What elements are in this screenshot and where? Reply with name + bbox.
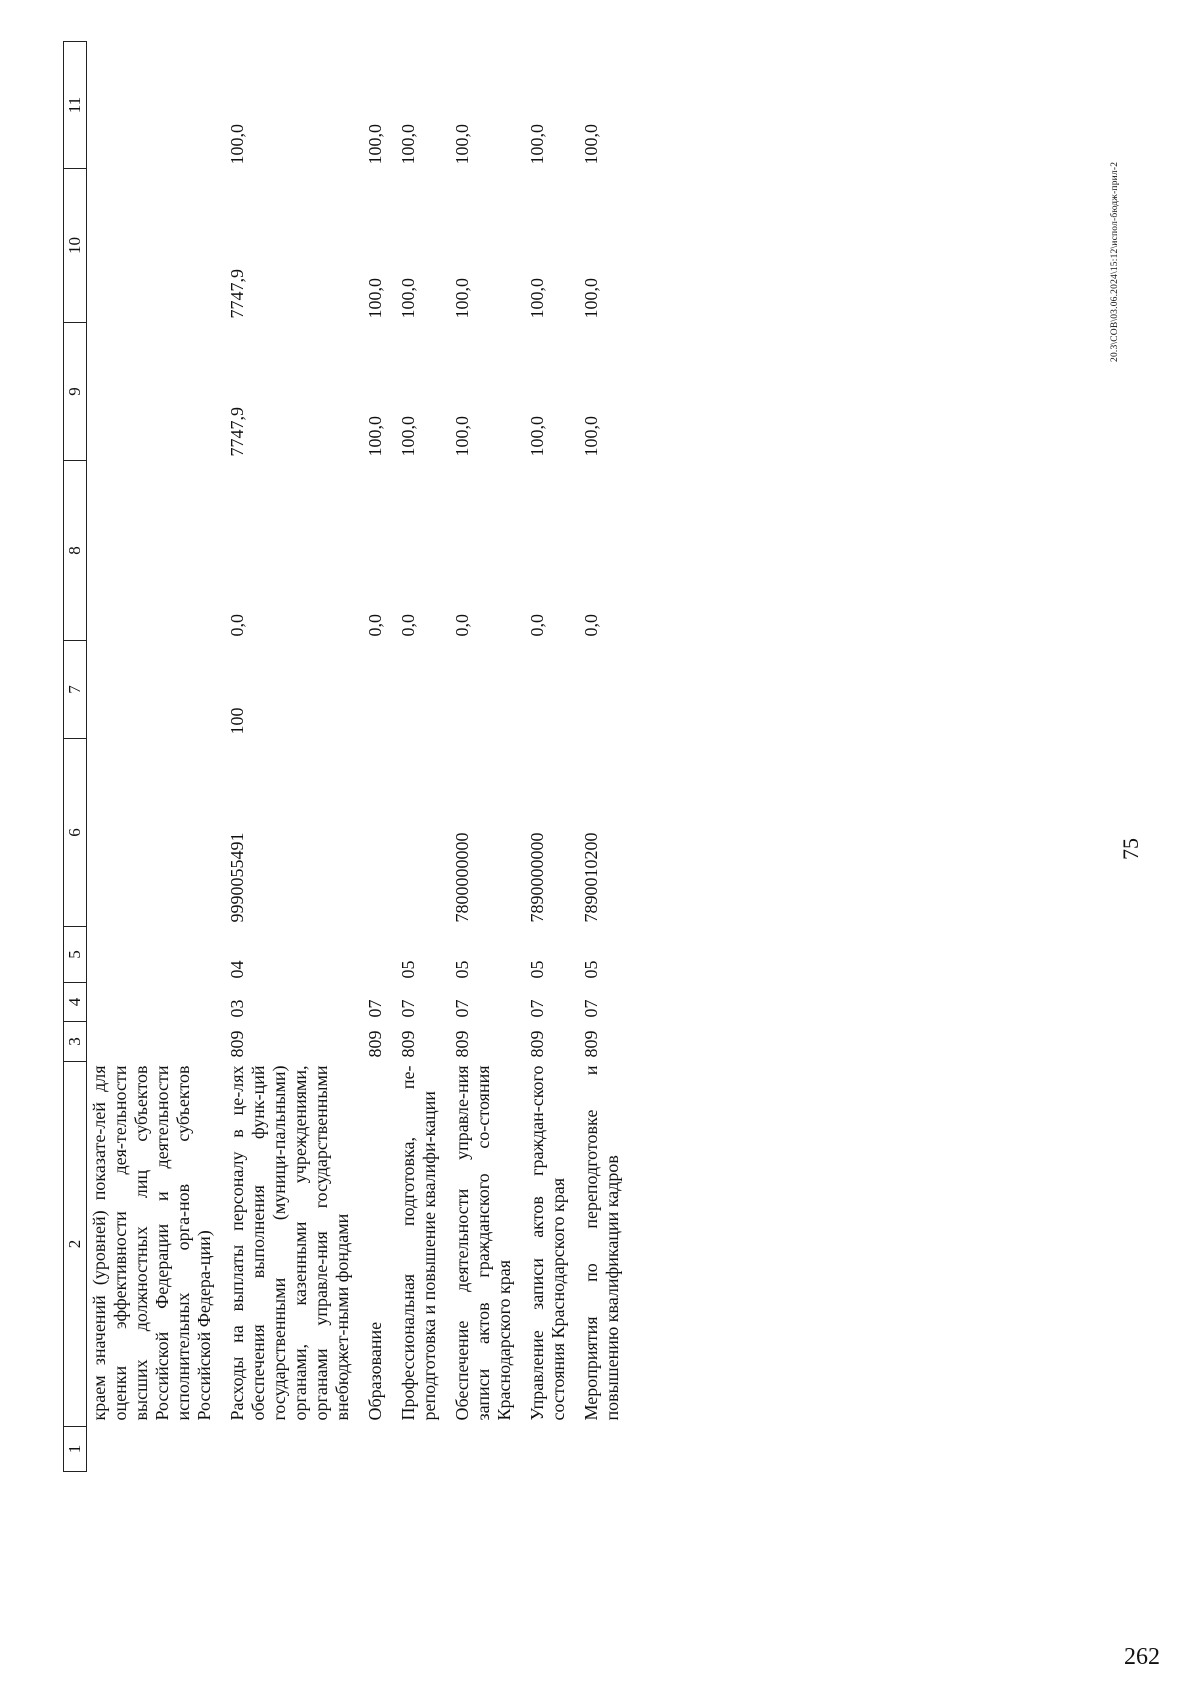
- cell-col4: 07: [527, 999, 547, 1018]
- cell-col11: 100,0: [227, 124, 247, 165]
- cell-col5: 05: [452, 960, 472, 979]
- cell-col2: Управление записи актов граждан-ского состояния Краснодарского края: [527, 1065, 568, 1421]
- col-header: 6: [64, 739, 87, 927]
- cell-col3: 809: [452, 1030, 472, 1058]
- cell-col4: [87, 983, 226, 1022]
- cell-col1: [450, 1427, 525, 1472]
- cell-col11: 100,0: [398, 124, 418, 165]
- table-row: [225, 42, 363, 1472]
- cell-col10: 100,0: [452, 278, 472, 319]
- cell-col2: Профессиональная подготовка, пе-реподготовка и повышение квалифи-кации: [398, 1065, 439, 1421]
- cell-col9: [87, 323, 226, 461]
- cell-col5: 05: [398, 960, 418, 979]
- cell-col4: 07: [452, 999, 472, 1018]
- cell-col10: 100,0: [398, 278, 418, 319]
- document-stamp: 20.3\СОВ\03.06.2024\15:12\испол-бюдж-прил-2: [1110, 161, 1120, 362]
- cell-col9: 100,0: [398, 416, 418, 457]
- cell-col9: 100,0: [365, 416, 385, 457]
- col-header: 4: [64, 983, 87, 1022]
- cell-col5: [87, 927, 226, 983]
- cell-col6: 7890000000: [527, 832, 547, 923]
- cell-col1: [579, 1427, 633, 1472]
- cell-col8: 0,0: [452, 614, 472, 637]
- cell-col2: Расходы на выплаты персоналу в це-лях обеспечения выполнения функ-ций государственными (муници-пальными) органами, казенными учреждениями, органами управле-ния государственными внебюджет-ными фондами: [227, 1065, 352, 1421]
- page-number-top: 75: [1118, 838, 1143, 860]
- cell-col3: 809: [365, 1030, 385, 1058]
- col-header: 10: [64, 169, 87, 323]
- cell-col6: 9990055491: [227, 832, 247, 923]
- cell-col8: [87, 461, 226, 641]
- col-header: 5: [64, 927, 87, 983]
- cell-col1: [87, 1427, 226, 1472]
- cell-col2: Образование: [365, 1321, 385, 1421]
- page-number-bottom: 262: [1124, 1644, 1160, 1670]
- cell-col11: 100,0: [581, 124, 601, 165]
- cell-col10: [87, 169, 226, 323]
- table-row: [450, 42, 525, 1472]
- cell-col3: 809: [581, 1030, 601, 1058]
- cell-col8: 0,0: [581, 614, 601, 637]
- cell-col7: [579, 641, 633, 739]
- cell-col3: 809: [527, 1030, 547, 1058]
- cell-col7: [450, 641, 525, 739]
- cell-col8: 0,0: [365, 614, 385, 637]
- cell-col4: 07: [365, 999, 385, 1018]
- table-row: [87, 42, 226, 1472]
- cell-col7: [525, 641, 579, 739]
- cell-col4: 07: [398, 999, 418, 1018]
- cell-col10: 7747,9: [227, 269, 247, 319]
- cell-col9: 100,0: [527, 416, 547, 457]
- cell-col9: 100,0: [452, 416, 472, 457]
- cell-col11: 100,0: [527, 124, 547, 165]
- col-header: 7: [64, 641, 87, 739]
- col-header: 1: [64, 1427, 87, 1472]
- cell-col11: 100,0: [365, 124, 385, 165]
- cell-col4: 07: [581, 999, 601, 1018]
- cell-col3: 809: [227, 1030, 247, 1058]
- table-header-row: [64, 42, 87, 1472]
- cell-col11: [87, 42, 226, 169]
- col-header: 8: [64, 461, 87, 641]
- cell-col5: 04: [227, 960, 247, 979]
- cell-col11: 100,0: [452, 124, 472, 165]
- col-header: 9: [64, 323, 87, 461]
- cell-col1: [225, 1427, 363, 1472]
- cell-col5: [363, 927, 396, 983]
- cell-col6: [363, 739, 396, 927]
- cell-col1: [363, 1427, 396, 1472]
- table-row: [396, 42, 450, 1472]
- cell-col3: [87, 1022, 226, 1062]
- cell-col9: 7747,9: [227, 407, 247, 457]
- cell-col7: 100: [227, 707, 247, 735]
- col-header: 3: [64, 1022, 87, 1062]
- cell-col7: [363, 641, 396, 739]
- cell-col7: [396, 641, 450, 739]
- cell-col8: 0,0: [527, 614, 547, 637]
- cell-col1: [396, 1427, 450, 1472]
- cell-col8: 0,0: [398, 614, 418, 637]
- cell-col2: Обеспечение деятельности управле-ния записи актов гражданского со-стояния Краснодарского края: [452, 1065, 514, 1421]
- cell-col7: [87, 641, 226, 739]
- table-row: [525, 42, 579, 1472]
- table-row: [363, 42, 396, 1472]
- col-header: 2: [64, 1062, 87, 1427]
- cell-col6: [87, 739, 226, 927]
- budget-table: [63, 41, 633, 1472]
- cell-col5: 05: [581, 960, 601, 979]
- cell-col8: 0,0: [227, 614, 247, 637]
- cell-col10: 100,0: [527, 278, 547, 319]
- cell-col4: 03: [227, 999, 247, 1018]
- cell-col2: краем значений (уровней) показате-лей для оценки эффективности дея-тельности высших должностных лиц субъектов Российской Федерации и деятельности исполнительных орга-нов субъектов Российской Федера-ции): [89, 1065, 214, 1421]
- cell-col1: [525, 1427, 579, 1472]
- cell-col5: 05: [527, 960, 547, 979]
- cell-col9: 100,0: [581, 416, 601, 457]
- cell-col2: Мероприятия по переподготовке и повышению квалификации кадров: [581, 1065, 622, 1421]
- table-row: [579, 42, 633, 1472]
- col-header: 11: [64, 42, 87, 169]
- cell-col6: [396, 739, 450, 927]
- cell-col10: 100,0: [581, 278, 601, 319]
- cell-col10: 100,0: [365, 278, 385, 319]
- cell-col6: 7890010200: [581, 832, 601, 923]
- cell-col3: 809: [398, 1030, 418, 1058]
- cell-col6: 7800000000: [452, 832, 472, 923]
